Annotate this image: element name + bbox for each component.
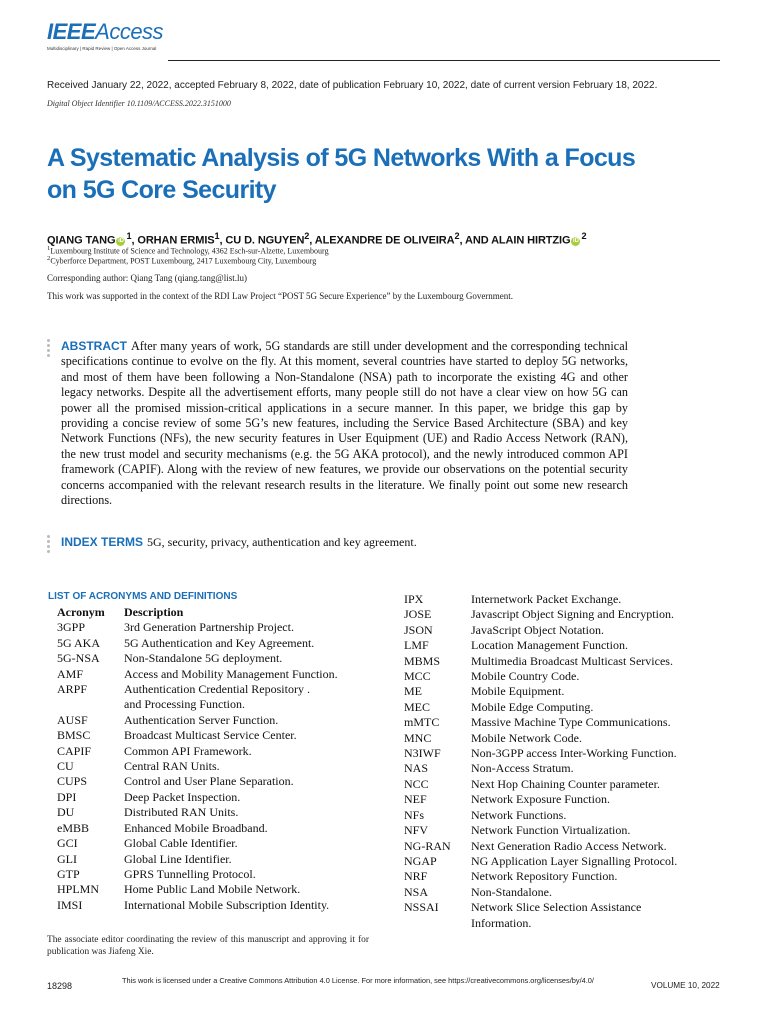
acronym: N3IWF: [404, 746, 441, 761]
acronym-table-left: [57, 605, 377, 913]
acronym: mMTC: [404, 715, 440, 730]
acronym-definition: Home Public Land Mobile Network.: [124, 882, 301, 897]
affiliation-text: Luxembourg Institute of Science and Technology, 4362 Esch-sur-Alzette, Luxembourg: [50, 246, 329, 256]
acronym-row: [57, 790, 377, 805]
acronym: NSSAI: [404, 900, 439, 915]
acronym: NG-RAN: [404, 838, 451, 853]
abstract-label: ABSTRACT: [61, 339, 127, 353]
author-affil-sup: 1: [126, 231, 132, 241]
acronym-row: [57, 620, 377, 635]
author-affil-sup: 2: [454, 231, 460, 241]
acronym-row: [404, 869, 724, 884]
logo-tagline: Multidisciplinary | Rapid Review | Open Access Journal: [47, 46, 157, 51]
acronym-row: [57, 774, 377, 789]
acronym-definition: Non-Access Stratum.: [471, 761, 574, 776]
acronym: AMF: [57, 666, 84, 681]
page-number: 18298: [47, 981, 73, 991]
affiliation: [47, 255, 316, 266]
acronym-definition: Information.: [471, 915, 532, 930]
acronym: JOSE: [404, 607, 432, 622]
affiliation-text: Cyberforce Department, POST Luxembourg, 2417 Luxembourg City, Luxembourg: [50, 256, 317, 266]
acronym-row: [404, 684, 724, 699]
acronym-row: [57, 636, 377, 651]
acronym-table-right: [404, 592, 724, 931]
acronym-row: [404, 669, 724, 684]
acronym-definition: Control and User Plane Separation.: [124, 774, 294, 789]
acronym-row: [57, 882, 377, 897]
received-dates: Received January 22, 2022, accepted February 8, 2022, date of publication February 10, 2022, date of current version February 18, 2022.: [47, 80, 658, 91]
acronym: MEC: [404, 699, 431, 714]
dots-icon: [47, 339, 51, 359]
acronym-definition: Access and Mobility Management Function.: [124, 666, 338, 681]
acronym-definition: Next Hop Chaining Counter parameter.: [471, 776, 660, 791]
orcid-icon[interactable]: iD: [118, 237, 124, 244]
acronym-definition: International Mobile Subscription Identity.: [124, 897, 330, 912]
acronym-definition: Common API Framework.: [124, 743, 252, 758]
acronym: IPX: [404, 592, 424, 606]
acronym-row: [57, 667, 377, 682]
acronym-col-header: Acronym: [57, 605, 105, 619]
acronym: CUPS: [57, 774, 88, 789]
acronym-definition: 5G Authentication and Key Agreement.: [124, 635, 315, 650]
acronym: HPLMN: [57, 882, 100, 897]
acronym: NFV: [404, 823, 429, 838]
acronym: AUSF: [57, 712, 88, 727]
acronyms-heading: LIST OF ACRONYMS AND DEFINITIONS: [48, 591, 238, 602]
author-name: , ORHAN ERMIS: [131, 234, 215, 247]
acronym-definition: Deep Packet Inspection.: [124, 789, 241, 804]
acronym: NSA: [404, 884, 429, 899]
acronym-definition: 3rd Generation Partnership Project.: [124, 620, 294, 635]
abstract-text: After many years of work, 5G standards are still under development and the corresponding technical specifications continue to evolve on the fly. At this moment, several countries have started to deploy 5G networks, and most of them have been following a Non-Standalone (NSA) path to incorporate the existing 4G and other legacy networks. Despite all the advertisement efforts, many people still do not have a clear view on how 5G can power all the promised mission-critical applications in a secure manner. In this paper, we bridge this gap by providing a concise review of some 5G’s new features, including the Service Based Architecture (SBA) and key Network Functions (NFs), the new security features in User Equipment (UE) and Radio Access Network (RAN), the new trust model and security mechanisms (e.g. the 5G AKA protocol), and the newly introduced common API framework (CAPIF). Along with the review of new features, we provide our observations on the potential security concerns accompanied with the relevant research results in the literature. We finally point out some new research directions.: [61, 339, 628, 508]
acronym-definition: Non-Standalone 5G deployment.: [124, 651, 283, 666]
author-name: , ALEXANDRE DE OLIVEIRA: [309, 234, 455, 247]
acronym-definition: Authentication Credential Repository .: [124, 682, 310, 697]
description-col-header: Description: [124, 605, 184, 619]
acronym-definition: Network Exposure Function.: [471, 792, 610, 807]
license-note: This work is licensed under a Creative Commons Attribution 4.0 License. For more information, see https://creativecommons.org/licenses/by/4.0/: [122, 976, 594, 985]
acronym: NAS: [404, 761, 429, 776]
acronym-definition: Location Management Function.: [471, 638, 628, 653]
acronym: IMSI: [57, 897, 83, 912]
journal-logo: [47, 20, 163, 51]
acronym-definition: JavaScript Object Notation.: [471, 622, 604, 637]
funding-note: This work was supported in the context of the RDI Law Project “POST 5G Secure Experience” by the Luxembourg Government.: [47, 291, 514, 301]
acronym-definition: Global Cable Identifier.: [124, 836, 238, 851]
acronym-definition: Javascript Object Signing and Encryption.: [471, 607, 674, 622]
acronym-definition: Non-3GPP access Inter-Working Function.: [471, 746, 677, 761]
acronym-definition: Mobile Edge Computing.: [471, 699, 594, 714]
acronym-row: [404, 623, 724, 638]
acronym: DU: [57, 805, 75, 820]
acronym-row: [404, 792, 724, 807]
acronym: 5G AKA: [57, 635, 101, 650]
acronym: LMF: [404, 638, 429, 653]
acronym-row: [404, 700, 724, 715]
acronym-row: [57, 713, 377, 728]
acronym-definition: Mobile Equipment.: [471, 684, 565, 699]
abstract: [61, 339, 628, 508]
acronym: [404, 916, 471, 931]
logo-ieee: IEEE: [47, 19, 96, 44]
acronym: MCC: [404, 669, 431, 684]
corresponding-author: Corresponding author: Qiang Tang (qiang.tang@list.lu): [47, 273, 247, 283]
author-affil-sup: 1: [214, 231, 220, 241]
acronym-definition: GPRS Tunnelling Protocol.: [124, 866, 256, 881]
affiliation-sup: 1: [47, 245, 51, 252]
acronym-definition: Global Line Identifier.: [124, 851, 232, 866]
acronym: eMBB: [57, 820, 90, 835]
acronym-row: [404, 607, 724, 622]
author-name: , AND ALAIN HIRTZIG: [459, 234, 571, 247]
author-name: , CU D. NGUYEN: [219, 234, 305, 247]
acronym: ME: [404, 684, 422, 699]
logo-access: Access: [95, 19, 164, 44]
acronym-row: [404, 592, 724, 607]
index-terms-text: 5G, security, privacy, authentication and key agreement.: [147, 535, 417, 549]
acronym-definition: Distributed RAN Units.: [124, 805, 239, 820]
acronym-row: [57, 682, 377, 697]
acronym-definition: Multimedia Broadcast Multicast Services.: [471, 653, 673, 668]
header-rule: [168, 60, 720, 61]
orcid-icon[interactable]: iD: [573, 237, 579, 244]
acronym: NEF: [404, 792, 427, 807]
acronym-definition: Enhanced Mobile Broadband.: [124, 820, 268, 835]
acronym-row: [57, 867, 377, 882]
acronym: NRF: [404, 869, 428, 884]
acronym: GCI: [57, 836, 78, 851]
acronym-row: [404, 731, 724, 746]
acronym-definition: Non-Standalone.: [471, 884, 552, 899]
acronym: JSON: [404, 622, 433, 637]
acronym: DPI: [57, 789, 77, 804]
acronym-definition: Broadcast Multicast Service Center.: [124, 728, 297, 743]
acronym-definition: and Processing Function.: [124, 697, 245, 712]
acronym: NCC: [404, 776, 429, 791]
acronym-row: [57, 697, 377, 712]
acronym: ARPF: [57, 682, 88, 697]
acronym-row: [57, 898, 377, 913]
acronym-row: [404, 916, 724, 931]
acronym-header-row: [57, 605, 377, 620]
acronym-definition: Mobile Network Code.: [471, 730, 582, 745]
acronym-row: [57, 836, 377, 851]
acronym-definition: Network Slice Selection Assistance: [471, 900, 642, 915]
acronym-definition: Authentication Server Function.: [124, 712, 279, 727]
acronym-definition: Internetwork Packet Exchange.: [471, 592, 622, 606]
acronym-definition: Network Function Virtualization.: [471, 823, 631, 838]
acronym-definition: Mobile Country Code.: [471, 669, 580, 684]
acronym-row: [57, 821, 377, 836]
acronym-definition: NG Application Layer Signalling Protocol.: [471, 853, 678, 868]
acronym-row: [57, 759, 377, 774]
acronym: CAPIF: [57, 743, 92, 758]
acronym: NFs: [404, 807, 425, 822]
acronym-row: [404, 761, 724, 776]
doi: Digital Object Identifier 10.1109/ACCESS.2022.3151000: [47, 99, 231, 108]
affiliation-sup: 2: [47, 255, 51, 262]
acronym: NGAP: [404, 853, 437, 868]
author-affil-sup: 2: [304, 231, 310, 241]
acronym-row: [404, 746, 724, 761]
author-name: QIANG TANG: [47, 234, 116, 247]
author-affil-sup: 2: [581, 231, 587, 241]
acronym-definition: Network Functions.: [471, 807, 567, 822]
acronym-row: [57, 728, 377, 743]
acronym: MBMS: [404, 653, 441, 668]
editor-footnote: The associate editor coordinating the review of this manuscript and approving it for publication was Jiafeng Xie.: [47, 935, 369, 957]
acronym-row: [404, 715, 724, 730]
index-terms: [61, 535, 417, 550]
acronym: 5G-NSA: [57, 651, 100, 666]
acronym: 3GPP: [57, 620, 86, 635]
index-terms-label: INDEX TERMS: [61, 535, 144, 549]
volume-label: VOLUME 10, 2022: [651, 981, 720, 990]
acronym-row: [404, 854, 724, 869]
acronym: CU: [57, 759, 74, 774]
acronym-row: [404, 808, 724, 823]
acronym-definition: Central RAN Units.: [124, 759, 220, 774]
acronym-definition: Next Generation Radio Access Network.: [471, 838, 667, 853]
acronym: GTP: [57, 866, 80, 881]
acronym: BMSC: [57, 728, 91, 743]
acronym: [57, 697, 124, 712]
acronym-row: [404, 654, 724, 669]
acronym-row: [57, 651, 377, 666]
acronym-row: [57, 852, 377, 867]
acronym: GLI: [57, 851, 77, 866]
acronym-row: [404, 638, 724, 653]
acronym-row: [404, 900, 724, 915]
dots-icon: [47, 535, 51, 555]
acronym-row: [57, 805, 377, 820]
acronym-definition: Network Repository Function.: [471, 869, 618, 884]
acronym-row: [404, 777, 724, 792]
paper-title: A Systematic Analysis of 5G Networks With a Focus on 5G Core Security: [47, 144, 636, 204]
acronym-row: [404, 839, 724, 854]
acronym-row: [404, 823, 724, 838]
acronym-definition: Massive Machine Type Communications.: [471, 715, 671, 730]
acronym-row: [57, 744, 377, 759]
acronym-row: [404, 885, 724, 900]
acronym: MNC: [404, 730, 432, 745]
